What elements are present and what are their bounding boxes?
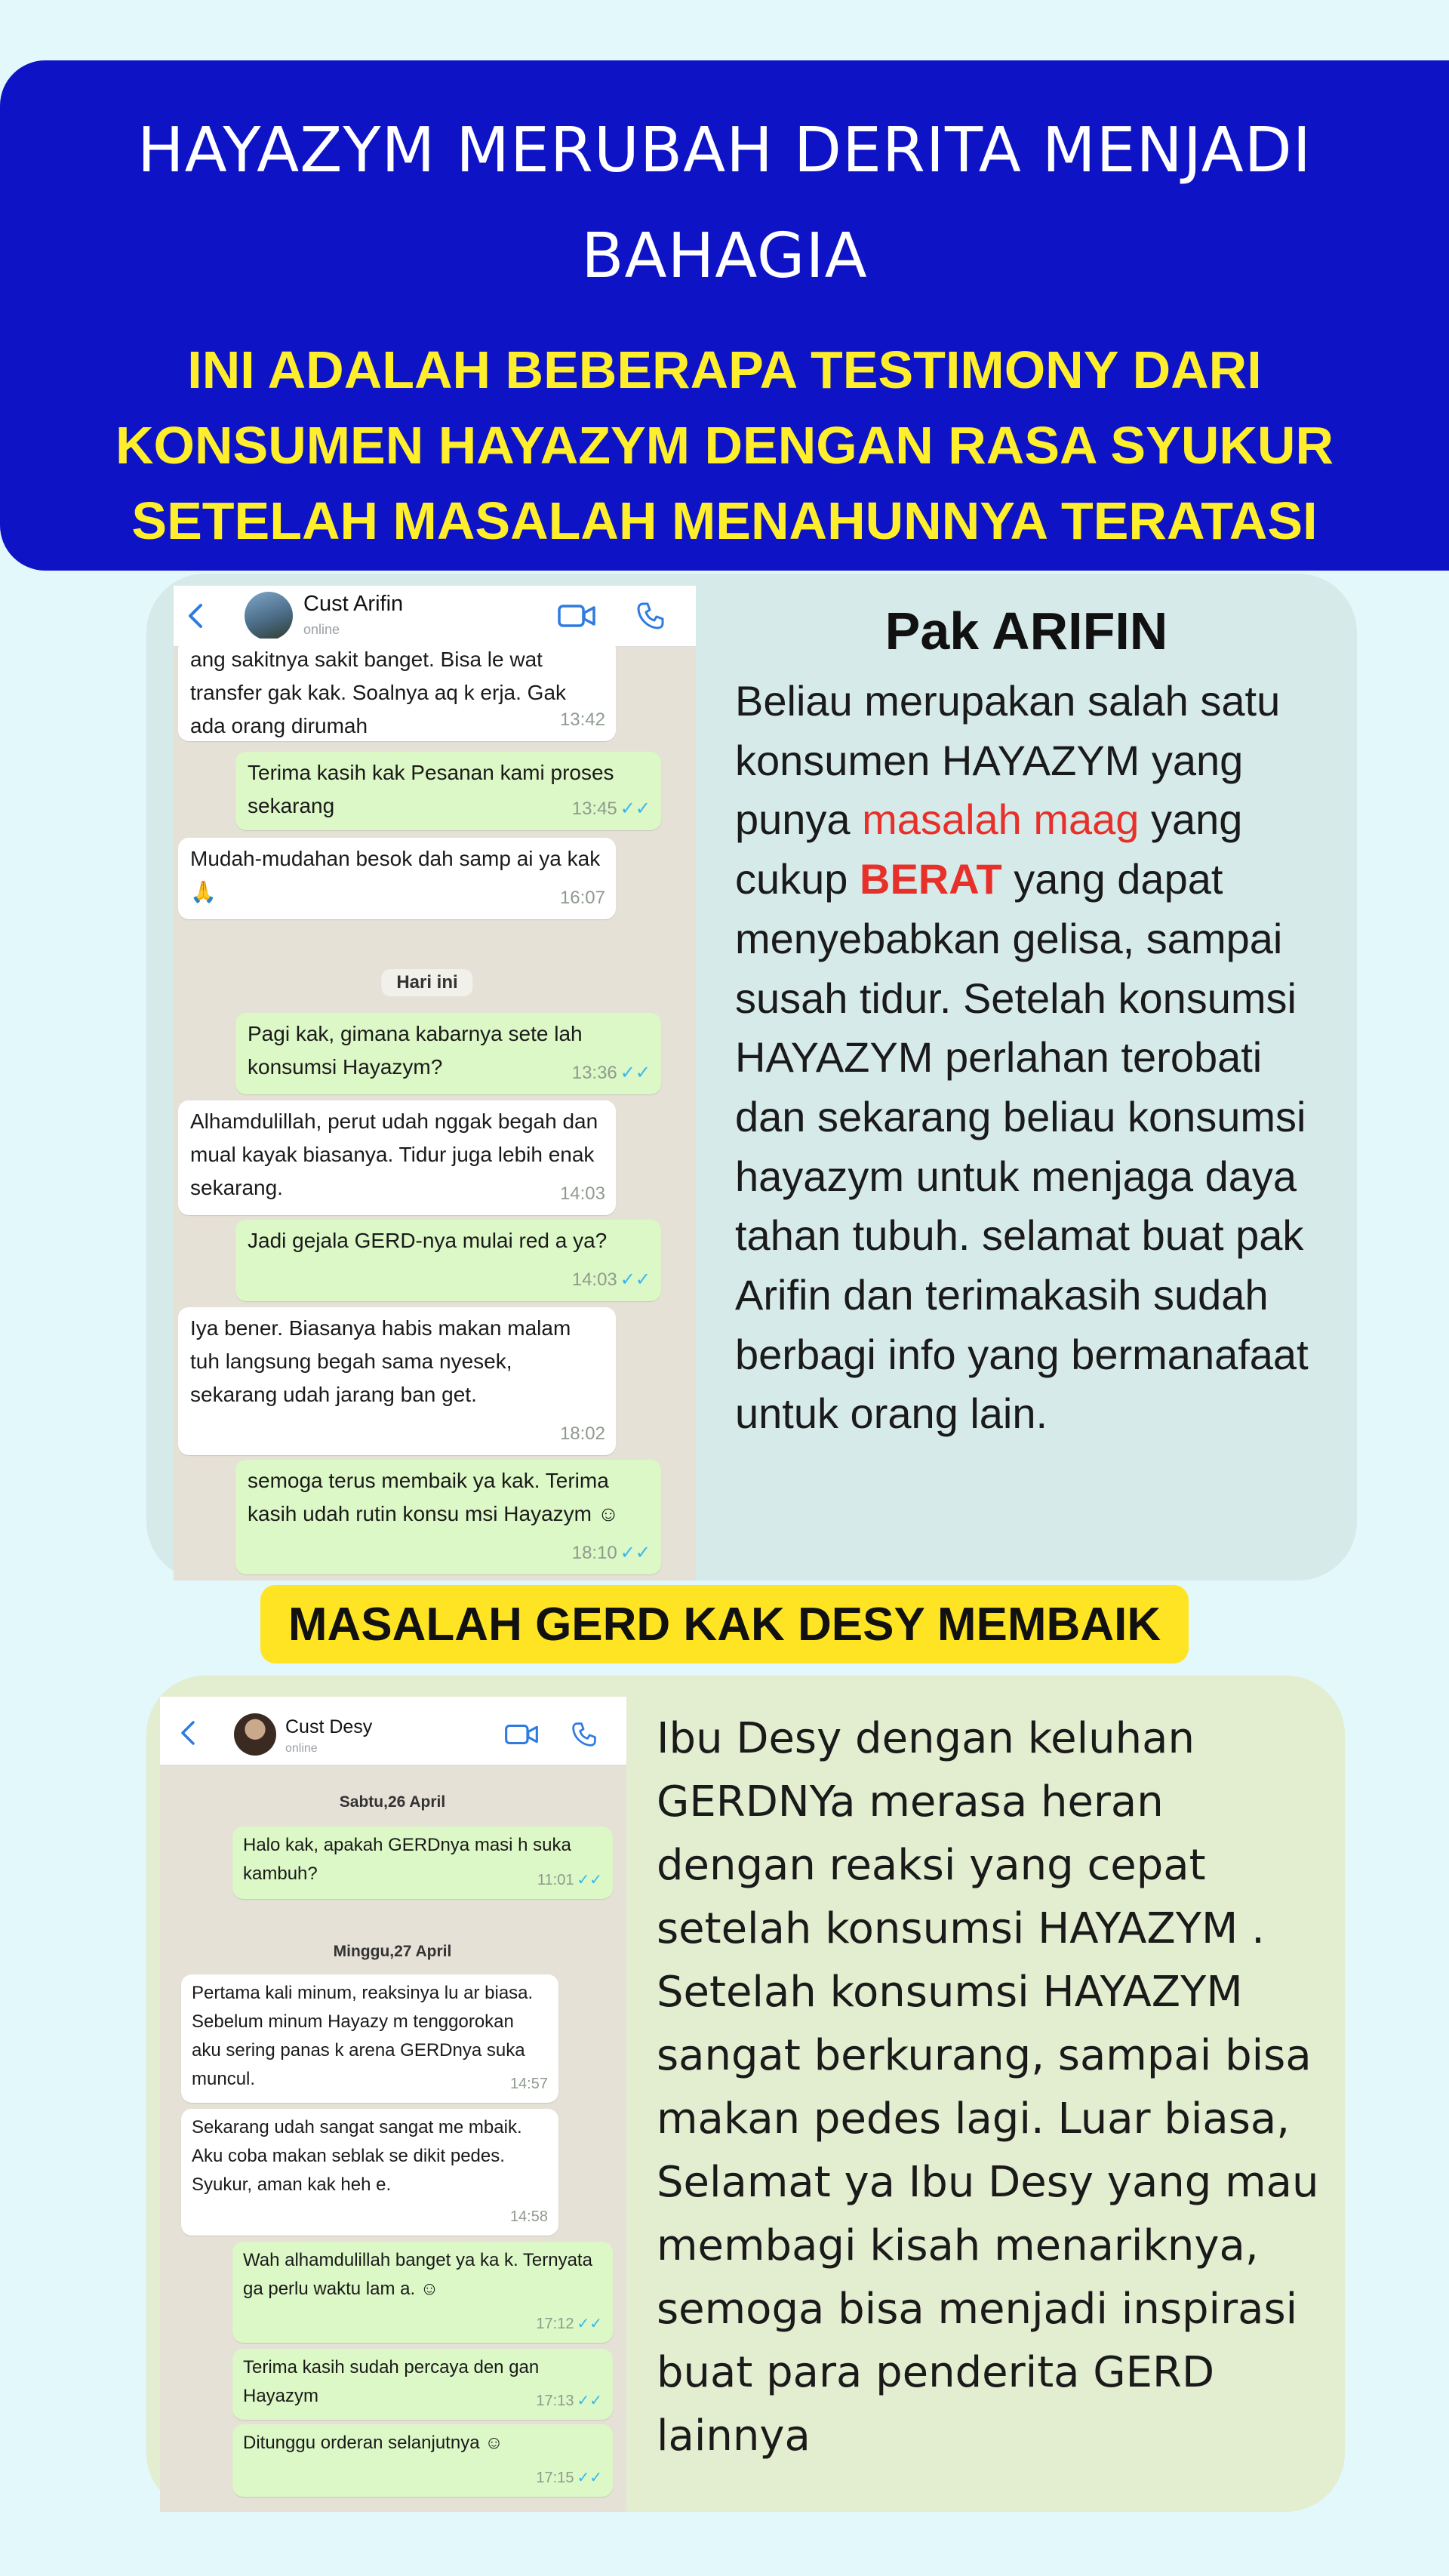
video-call-icon[interactable] <box>504 1722 539 1747</box>
chat-message: ang sakitnya sakit banget. Bisa le wat transfer gak kak. Soalnya aq k erja. Gak ada orang dirumah 13:42 <box>178 639 616 741</box>
chat-message: semoga terus membaik ya kak. Terima kasih udah rutin konsu msi Hayazym ☺ 18:10 ✓✓ <box>235 1460 661 1574</box>
back-arrow-icon[interactable] <box>181 601 211 631</box>
chat-message: Mudah-mudahan besok dah samp ai ya kak 🙏 16:07 <box>178 838 616 919</box>
contact-name: Cust Arifin <box>303 592 404 616</box>
testimony-text: Beliau merupakan salah satu konsumen HAYAZYM yang punya masalah maag yang cukup BERAT yang dapat menyebabkan gelisa, sampai susah tidur. Setelah konsumsi HAYAZYM perlahan terobati dan sekarang beliau konsumsi hayazym untuk menjaga daya tahan tubuh. selamat buat pak Arifin dan terimakasih sudah berbagi info yang bermanafaat untuk orang lain. <box>735 677 1309 1438</box>
back-arrow-icon[interactable] <box>177 1719 201 1747</box>
date-separator: Minggu,27 April <box>333 1943 452 1960</box>
contact-name: Cust Desy <box>285 1716 373 1737</box>
contact-status: online <box>303 622 340 637</box>
read-ticks-icon: ✓✓ <box>620 1543 651 1563</box>
title-line-1: HAYAZYM MERUBAH DERITA MENJADI <box>137 115 1312 186</box>
chat-message: Wah alhamdulillah banget ya ka k. Ternyata ga perlu waktu lam a. ☺ 17:12 ✓✓ <box>232 2242 613 2343</box>
chat-message: Alhamdulillah, perut udah nggak begah dan mual kayak biasanya. Tidur juga lebih enak sekarang. 14:03 <box>178 1100 616 1215</box>
section-label: MASALAH GERD KAK DESY MEMBAIK <box>260 1585 1189 1663</box>
chat-header <box>160 1697 626 1765</box>
phone-icon[interactable] <box>635 601 666 631</box>
chat-message: Iya bener. Biasanya habis makan malam tuh langsung begah sama nyesek, sekarang udah jarang ban get. 18:02 <box>178 1307 616 1455</box>
chat-message: Pertama kali minum, reaksinya lu ar biasa. Sebelum minum Hayazy m tenggorokan aku sering panas k arena GERDnya suka muncul. 14:57 <box>181 1974 558 2103</box>
read-ticks-icon: ✓✓ <box>577 1872 602 1888</box>
contact-status: online <box>285 1742 318 1755</box>
read-ticks-icon: ✓✓ <box>577 2470 602 2486</box>
subtitle-line-3: SETELAH MASALAH MENAHUNNYA TERATASI <box>131 491 1318 550</box>
video-call-icon[interactable] <box>557 602 596 629</box>
header-banner <box>0 60 1449 571</box>
testimony-name: Pak ARIFIN <box>884 602 1168 660</box>
chat-message: Terima kasih kak Pesanan kami proses sekarang 13:45 ✓✓ <box>235 752 661 830</box>
chat-message: Ditunggu orderan selanjutnya ☺ 17:15 ✓✓ <box>232 2424 613 2497</box>
subtitle-line-2: KONSUMEN HAYAZYM DENGAN RASA SYUKUR <box>115 416 1334 475</box>
chat-message: Sekarang udah sangat sangat me mbaik. Aku coba makan seblak se dikit pedes. Syukur, aman kak heh e. 14:58 <box>181 2109 558 2236</box>
date-separator: Hari ini <box>381 969 472 996</box>
chat-header <box>174 586 696 647</box>
avatar <box>234 1713 276 1756</box>
page-title <box>0 98 1449 309</box>
subtitle-line-1: INI ADALAH BEBERAPA TESTIMONY DARI <box>187 340 1262 399</box>
highlight-problem: masalah maag <box>862 796 1140 844</box>
read-ticks-icon: ✓✓ <box>620 1270 651 1290</box>
date-separator: Sabtu,26 April <box>339 1793 446 1811</box>
read-ticks-icon: ✓✓ <box>577 2393 602 2409</box>
title-line-2: BAHAGIA <box>581 220 868 292</box>
read-ticks-icon: ✓✓ <box>620 1063 651 1083</box>
read-ticks-icon: ✓✓ <box>620 799 651 819</box>
read-ticks-icon: ✓✓ <box>577 2316 602 2332</box>
chat-screenshot-desy <box>160 1697 626 2512</box>
chat-message: Terima kasih sudah percaya den gan Hayazym 17:13 ✓✓ <box>232 2349 613 2420</box>
avatar <box>245 592 293 640</box>
chat-message: Jadi gejala GERD-nya mulai red a ya? 14:03 ✓✓ <box>235 1220 661 1301</box>
phone-icon[interactable] <box>571 1721 598 1748</box>
testimony-text: Ibu Desy dengan keluhan GERDNYa merasa heran dengan reaksi yang cepat setelah konsumsi HAYAZYM . Setelah konsumsi HAYAZYM sangat berkurang, sampai bisa makan pedes lagi. Luar biasa, Selamat ya Ibu Desy yang mau membagi kisah menariknya, semoga bisa menjadi inspirasi buat para penderita GERD lainnya <box>657 1714 1319 2461</box>
chat-screenshot-arifin <box>174 586 696 1580</box>
chat-message: Pagi kak, gimana kabarnya sete lah konsumsi Hayazym? 13:36 ✓✓ <box>235 1013 661 1094</box>
chat-message: Halo kak, apakah GERDnya masi h suka kambuh? 11:01 ✓✓ <box>232 1827 613 1899</box>
page-subtitle <box>0 332 1449 559</box>
highlight-severity: BERAT <box>860 855 1002 903</box>
